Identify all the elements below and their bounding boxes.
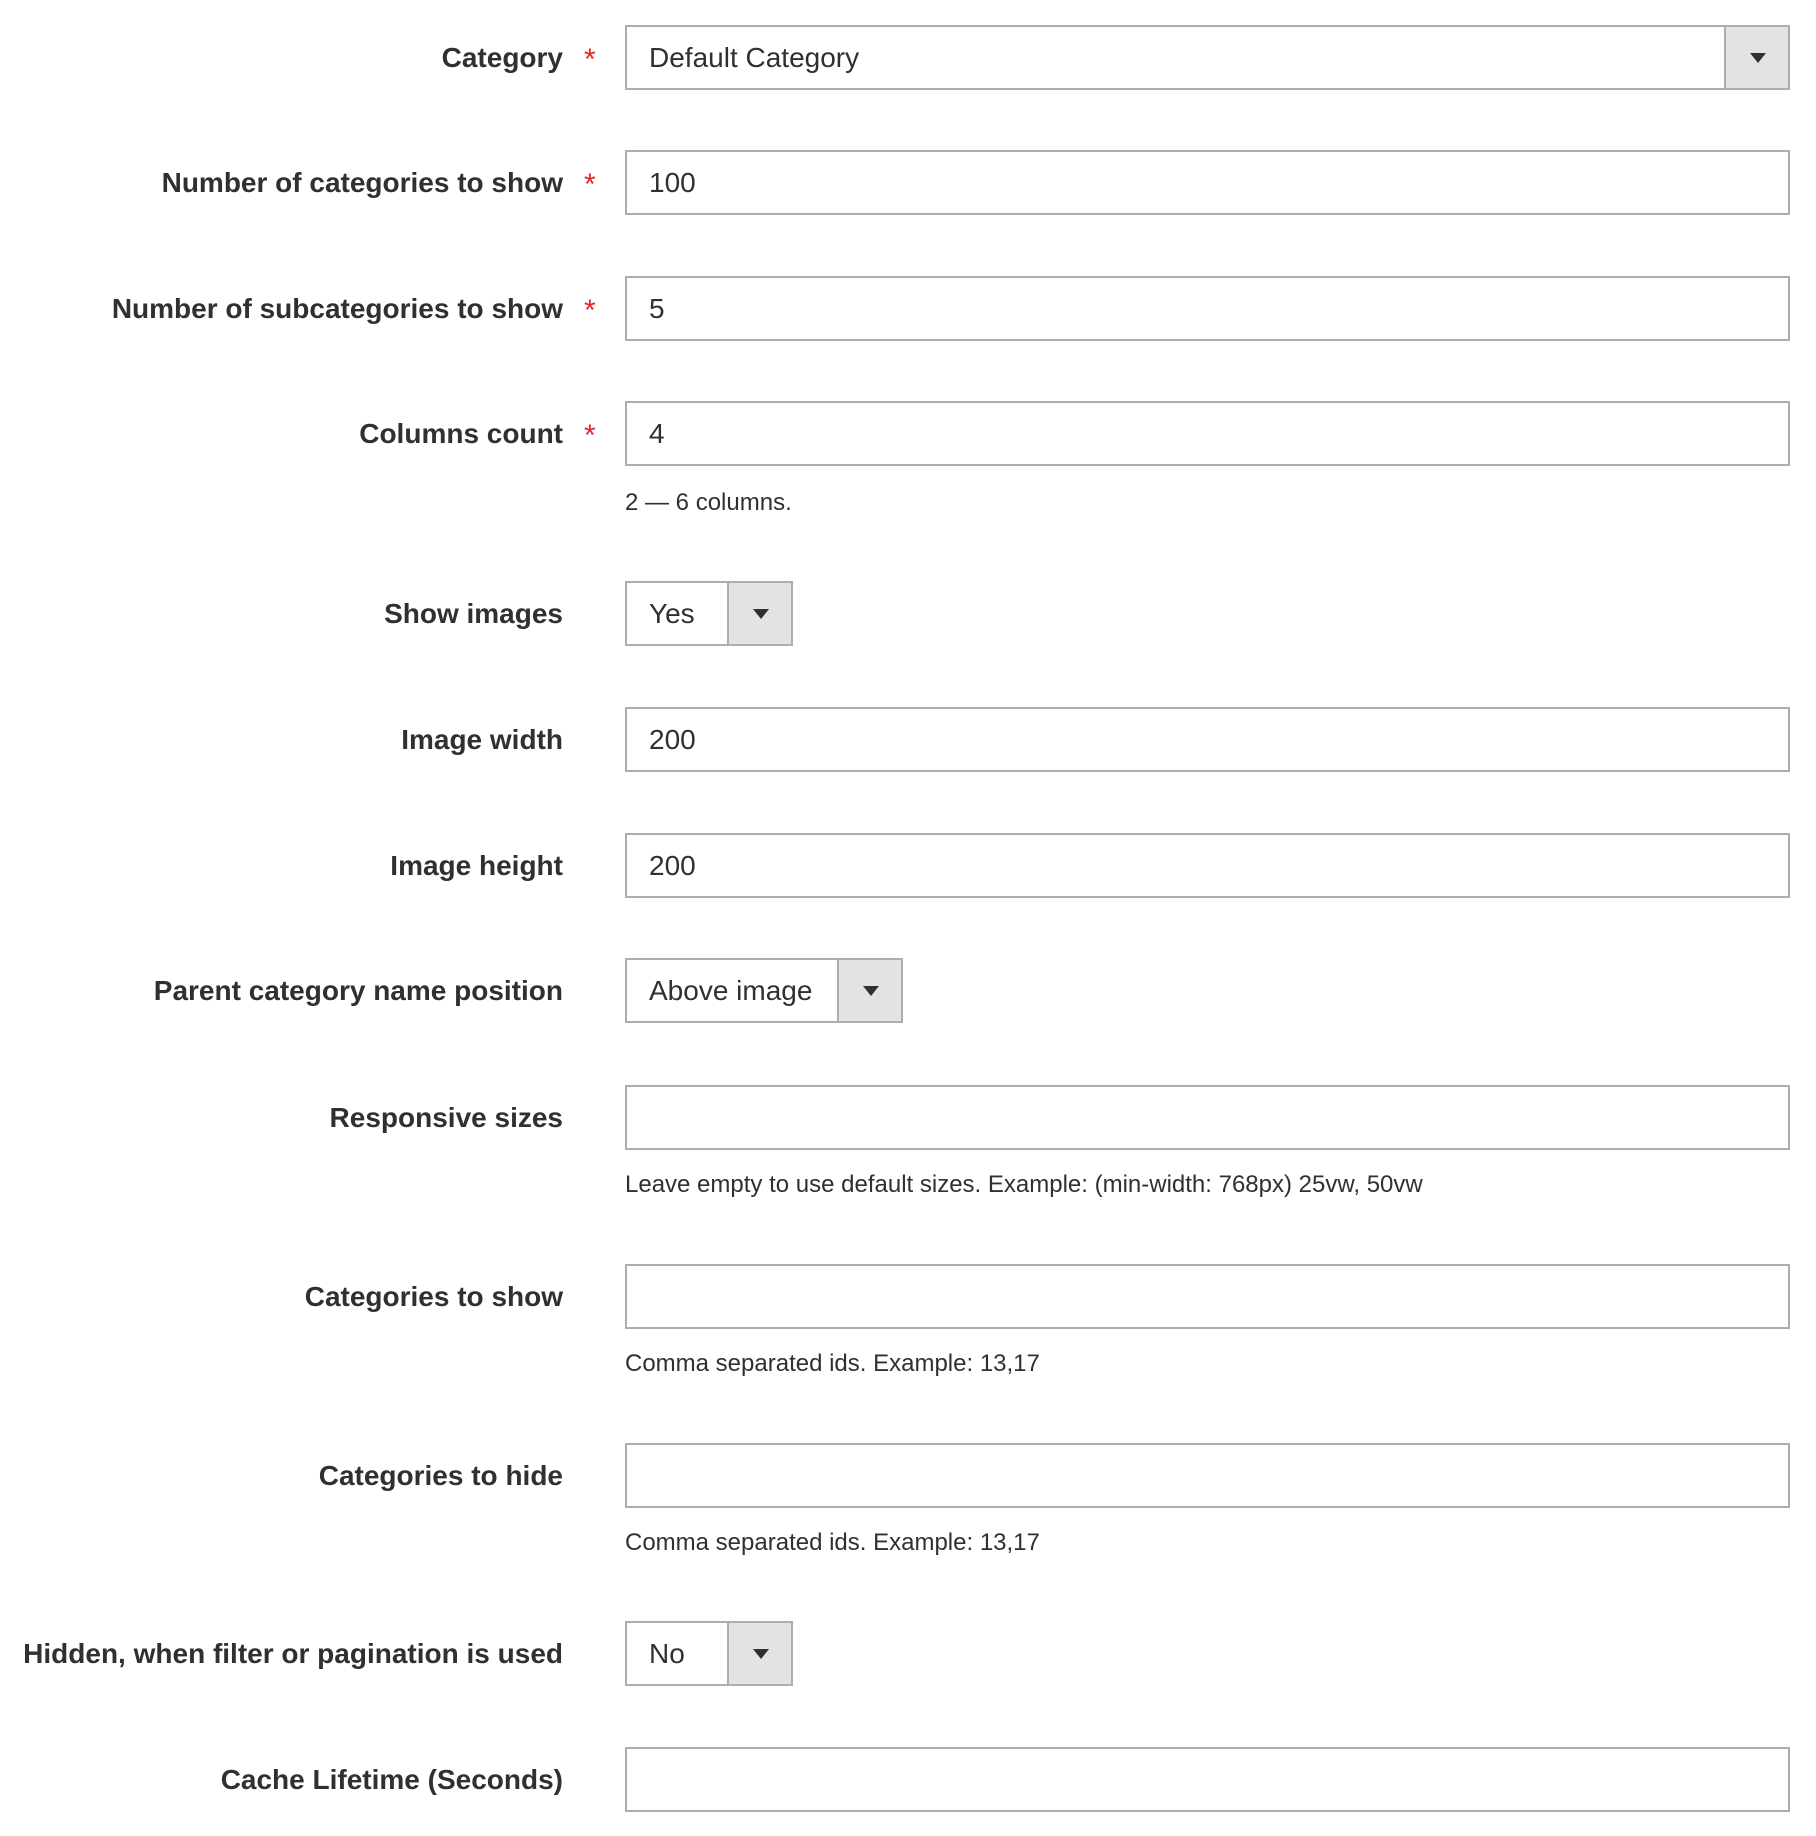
columns-count-note: 2 — 6 columns. bbox=[625, 489, 792, 516]
required-asterisk: * bbox=[584, 419, 596, 452]
field-columns-count bbox=[0, 401, 1816, 466]
categories-to-hide-input[interactable] bbox=[625, 1443, 1790, 1508]
responsive-sizes-note: Leave empty to use default sizes. Example: (min-width: 768px) 25vw, 50vw bbox=[625, 1171, 1423, 1198]
required-asterisk: * bbox=[584, 168, 596, 201]
num-subcategories-label: Number of subcategories to show bbox=[111, 293, 563, 324]
cache-lifetime-label: Cache Lifetime (Seconds) bbox=[220, 1764, 563, 1795]
chevron-down-icon[interactable] bbox=[1724, 27, 1788, 88]
categories-to-show-input[interactable] bbox=[625, 1264, 1790, 1329]
show-images-select[interactable] bbox=[625, 581, 793, 646]
parent-name-position-value: Above image bbox=[649, 975, 813, 1006]
responsive-sizes-label: Responsive sizes bbox=[329, 1102, 563, 1133]
field-responsive-sizes bbox=[0, 1085, 1816, 1150]
num-subcategories-input[interactable]: 5 bbox=[625, 276, 1790, 341]
show-images-label: Show images bbox=[384, 598, 563, 629]
field-num-subcategories bbox=[0, 276, 1816, 341]
categories-to-show-label: Categories to show bbox=[304, 1281, 563, 1312]
columns-count-label: Columns count bbox=[359, 418, 563, 449]
required-asterisk: * bbox=[584, 43, 596, 76]
cache-lifetime-input[interactable] bbox=[625, 1747, 1790, 1812]
parent-name-position-label: Parent category name position bbox=[153, 975, 563, 1006]
hidden-when-filter-label: Hidden, when filter or pagination is used bbox=[23, 1638, 563, 1669]
parent-name-position-select[interactable] bbox=[625, 958, 903, 1023]
image-width-label: Image width bbox=[401, 724, 563, 755]
field-category bbox=[0, 25, 1816, 90]
categories-to-hide-note: Comma separated ids. Example: 13,17 bbox=[625, 1529, 1040, 1556]
category-label: Category bbox=[441, 42, 563, 73]
hidden-when-filter-select[interactable] bbox=[625, 1621, 793, 1686]
num-categories-label: Number of categories to show bbox=[161, 167, 563, 198]
category-select-value: Default Category bbox=[649, 42, 860, 73]
field-hidden-when-filter bbox=[0, 1621, 1816, 1686]
categories-to-hide-label: Categories to hide bbox=[318, 1460, 563, 1491]
image-height-label: Image height bbox=[390, 850, 563, 881]
show-images-value: Yes bbox=[649, 598, 695, 629]
field-image-height bbox=[0, 833, 1816, 898]
field-cache-lifetime bbox=[0, 1747, 1816, 1812]
chevron-down-icon[interactable] bbox=[837, 960, 901, 1021]
field-num-categories bbox=[0, 150, 1816, 215]
categories-to-show-note: Comma separated ids. Example: 13,17 bbox=[625, 1350, 1040, 1377]
field-show-images bbox=[0, 581, 1816, 646]
required-asterisk: * bbox=[584, 294, 596, 327]
category-select[interactable] bbox=[625, 25, 1790, 90]
field-categories-to-hide bbox=[0, 1443, 1816, 1508]
field-image-width bbox=[0, 707, 1816, 772]
field-categories-to-show bbox=[0, 1264, 1816, 1329]
image-height-input[interactable]: 200 bbox=[625, 833, 1790, 898]
responsive-sizes-input[interactable] bbox=[625, 1085, 1790, 1150]
chevron-down-icon[interactable] bbox=[727, 1623, 791, 1684]
hidden-when-filter-value: No bbox=[649, 1638, 685, 1669]
image-width-input[interactable]: 200 bbox=[625, 707, 1790, 772]
chevron-down-icon[interactable] bbox=[727, 583, 791, 644]
columns-count-input[interactable]: 4 bbox=[625, 401, 1790, 466]
field-parent-name-position bbox=[0, 958, 1816, 1023]
num-categories-input[interactable]: 100 bbox=[625, 150, 1790, 215]
